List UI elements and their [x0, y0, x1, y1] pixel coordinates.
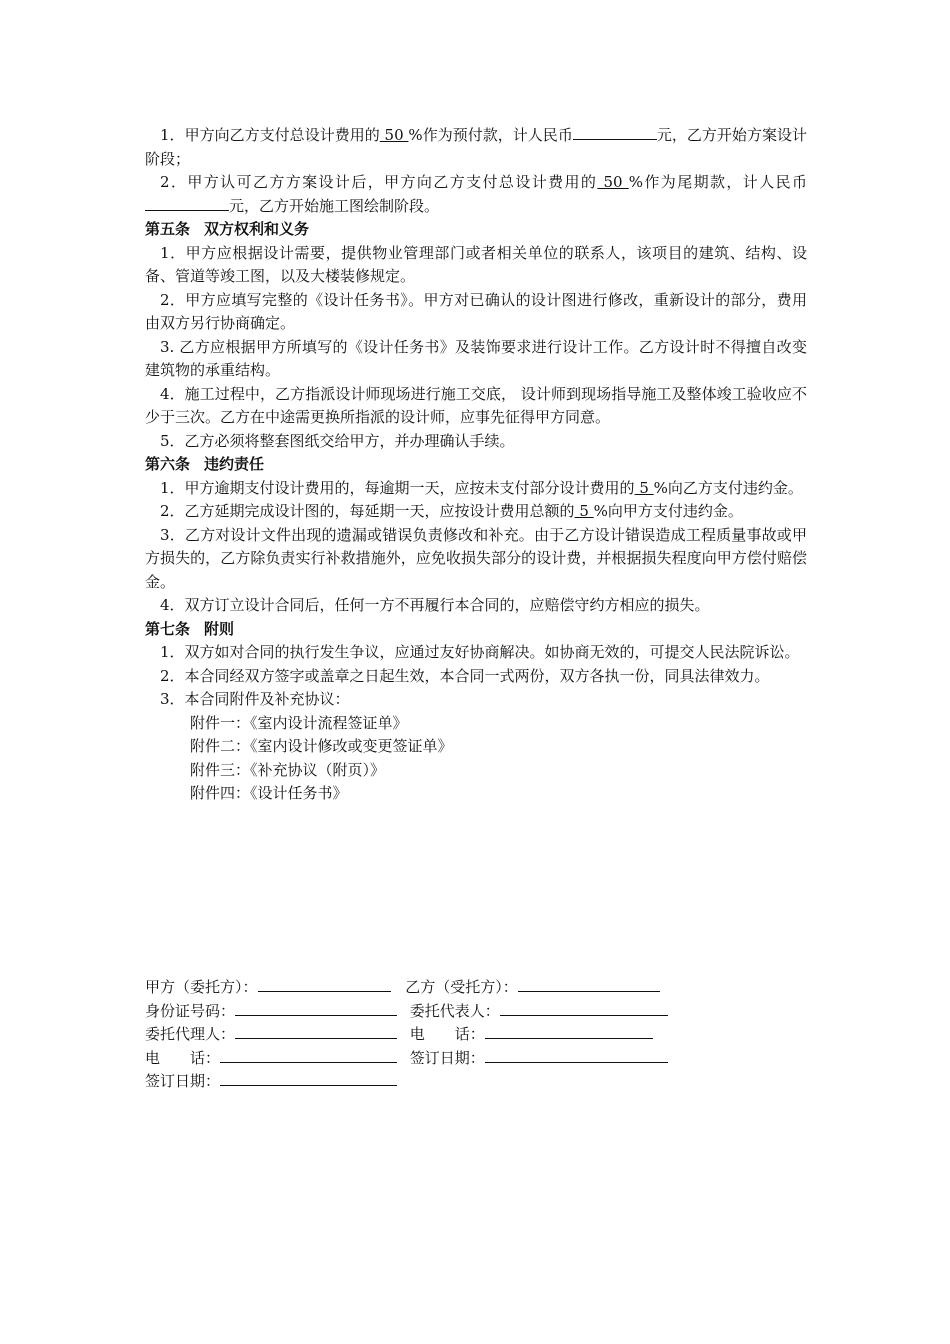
clause-text: 2．乙方延期完成设计图的，每延期一天，应按设计费用总额的 — [160, 502, 575, 520]
clause: 4．双方订立设计合同后，任何一方不再履行本合同的，应赔偿守约方相应的损失。 — [160, 596, 710, 614]
percent-value: 5 — [634, 478, 654, 497]
section-number: 第七条 — [145, 619, 191, 638]
attachment-item: 附件二：《室内设计修改或变更签证单》 — [190, 737, 453, 755]
party-b-phone-line — [485, 1023, 653, 1039]
section-number: 第五条 — [145, 220, 191, 238]
id-number-label: 身份证号码： — [145, 1001, 236, 1020]
payment-clause-2 — [145, 171, 807, 218]
id-number-line — [235, 1000, 397, 1016]
representative-label: 委托代表人： — [409, 1001, 500, 1020]
percent-value: 5 — [574, 502, 594, 520]
party-a-date-line — [220, 1070, 397, 1086]
clause: 3. 乙方应根据甲方所填写的《设计任务书》及装饰要求进行设计工作。乙方设计时不得擅自改变建筑物的承重结构。 — [145, 337, 807, 379]
clause-text: 1．甲方逾期支付设计费用的，每逾期一天，应按未支付部分设计费用的 — [160, 478, 635, 497]
clause: 3．乙方对设计文件出现的遗漏或错误负责修改和补充。由于乙方设计错误造成工程质量事故或甲方损失的，乙方除负责实行补救措施外，应免收损失部分的设计费，并根据损失程度向甲方偿付赔偿金。 — [145, 525, 807, 591]
section-heading — [145, 218, 807, 242]
clause: 4．施工过程中，乙方指派设计师现场进行施工交底， 设计师到现场指导施工及整体竣工验收应不少于三次。乙方在中途需更换所指派的设计师，应事先征得甲方同意。 — [145, 384, 807, 426]
signature-row — [145, 976, 745, 1000]
section-number: 第六条 — [145, 455, 191, 473]
agent-line — [235, 1023, 397, 1039]
party-a-line — [258, 976, 391, 992]
signature-row — [145, 1000, 745, 1024]
clause-text: 元，乙方开始方案设计阶段； — [145, 126, 807, 168]
party-b-date-line — [485, 1047, 668, 1063]
clause-text: %向乙方支付违约金。 — [653, 478, 803, 497]
clause: 2．甲方应填写完整的《设计任务书》。甲方对已确认的设计图进行修改，重新设计的部分，费用由双方另行协商确定。 — [145, 290, 807, 332]
section-title: 双方权利和义务 — [204, 220, 310, 238]
section-heading — [145, 618, 807, 642]
party-a-date-label: 签订日期： — [145, 1072, 221, 1090]
amount-blank — [573, 124, 657, 140]
party-a-phone-line — [220, 1047, 397, 1063]
clause-text: %作为尾期款，计人民币 — [628, 173, 807, 191]
amount-blank — [145, 195, 229, 211]
party-a-label: 甲方（委托方）： — [145, 978, 258, 996]
attachment-item: 附件四：《设计任务书》 — [190, 784, 348, 802]
clause-text: 2．甲方认可乙方方案设计后，甲方向乙方支付总设计费用的 — [160, 173, 598, 191]
clause: 3．本合同附件及补充协议： — [160, 690, 350, 708]
percent-value: 50 — [597, 173, 629, 191]
clause-text: %向甲方支付违约金。 — [593, 502, 743, 520]
party-a-phone-label: 电 话： — [145, 1048, 221, 1067]
signature-row — [145, 1047, 745, 1071]
payment-clause-1 — [145, 124, 807, 171]
clause-text: %作为预付款，计人民币 — [408, 126, 573, 144]
section-title: 违约责任 — [204, 455, 265, 473]
clause: 2．本合同经双方签字或盖章之日起生效，本合同一式两份，双方各执一份，同具法律效力。 — [160, 666, 770, 685]
clause: 1．甲方应根据设计需要，提供物业管理部门或者相关单位的联系人，该项目的建筑、结构、设备、管道等竣工图，以及大楼装修规定。 — [145, 243, 807, 285]
percent-value: 50 — [379, 126, 409, 144]
contract-body — [145, 124, 807, 806]
clause — [145, 477, 807, 501]
party-b-label: 乙方（受托方）： — [405, 978, 518, 996]
party-b-line — [518, 976, 660, 992]
clause: 1．双方如对合同的执行发生争议，应通过友好协商解决。如协商无效的，可提交人民法院诉讼。 — [160, 643, 800, 661]
attachment-item: 附件三：《补充协议（附页）》 — [190, 760, 386, 779]
party-b-phone-label: 电 话： — [409, 1025, 485, 1043]
section-title: 附则 — [204, 619, 235, 638]
party-b-date-label: 签订日期： — [409, 1048, 485, 1067]
signature-block — [145, 976, 745, 1094]
agent-label: 委托代理人： — [145, 1025, 236, 1043]
clause — [145, 500, 807, 524]
section-heading — [145, 453, 807, 477]
clause: 5．乙方必须将整套图纸交给甲方，并办理确认手续。 — [160, 431, 515, 450]
attachment-item: 附件一：《室内设计流程签证单》 — [190, 713, 408, 732]
signature-row — [145, 1023, 745, 1047]
clause-text: 元，乙方开始施工图绘制阶段。 — [229, 196, 440, 215]
clause-text: 1．甲方向乙方支付总设计费用的 — [160, 126, 380, 144]
representative-line — [500, 1000, 668, 1016]
signature-row — [145, 1070, 745, 1094]
